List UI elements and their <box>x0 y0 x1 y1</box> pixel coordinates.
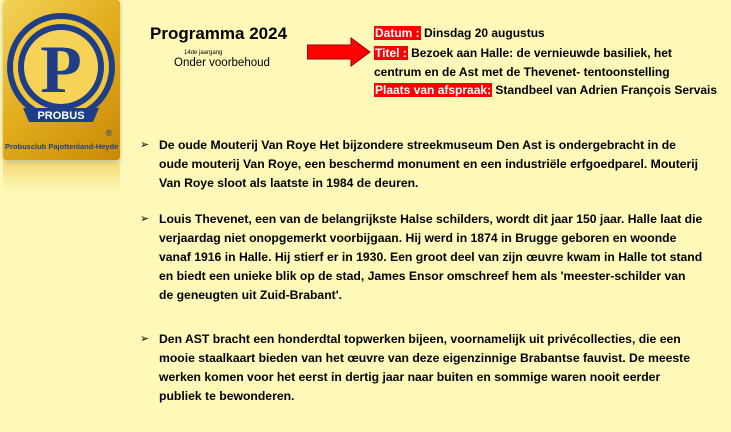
bullet-line: vanaf 1916 in Halle. Hij stierf er in 1930. Een groot deel van zijn œuvre kwam in Halle tot stand <box>159 250 703 264</box>
logo-banner: PROBUS <box>37 110 85 122</box>
info-row-title <box>374 45 672 62</box>
info-row-place <box>374 82 717 99</box>
edition-label: 14de jaargang <box>184 50 223 56</box>
bullet-line: Den AST bracht een honderdtal topwerken bijeen, voornamelijk uit privécollecties, die een <box>159 332 681 346</box>
bullet-arrow-icon: ➢ <box>140 213 150 225</box>
bullet-line: werken komen voor het eerst in dertig jaar naar buiten en sommige waren nooit eerder <box>159 370 661 384</box>
bullet-item-thevenet <box>140 210 702 305</box>
bullet-line: de geneugten uit Zuid-Brabant'. <box>159 288 342 302</box>
info-row-title-cont <box>374 64 670 81</box>
page-title: Programma 2024 <box>150 24 288 43</box>
bullet-item-mouterij <box>140 136 698 193</box>
logo-caption: Probusclub Pajottenland-Heyde <box>5 142 119 151</box>
info-value-title-cont: centrum en de Ast met de Thevenet- tentoonstelling <box>374 65 670 79</box>
bullet-line: verjaardag niet onopgemerkt voorbijgaan. Hij werd in 1874 in Brugge geboren en woonde <box>159 231 677 245</box>
subtitle-note: Onder voorbehoud <box>174 57 270 69</box>
info-label-place: Plaats van afspraak: <box>375 83 492 97</box>
logo-card <box>3 0 120 160</box>
bullet-arrow-icon: ➢ <box>140 333 150 345</box>
info-label-date: Datum : <box>375 26 420 40</box>
probus-emblem-icon <box>3 0 120 160</box>
info-value-title: Bezoek aan Halle: de vernieuwde basiliek, het <box>411 46 672 60</box>
bullet-arrow-icon: ➢ <box>140 139 150 151</box>
logo-letter: P <box>40 31 82 107</box>
bullet-line: Van Roye sloot als laatste in 1984 de deuren. <box>159 176 419 190</box>
bullet-line: en biedt een unieke blik op de stad, James Ensor omschreef hem als 'meester-schilder van <box>159 269 686 283</box>
bullet-item-den-ast <box>140 330 690 406</box>
bullet-line: oude mouterij Van Roye, een beschermd monument en een industriële erfgoedparel. Mouterij <box>159 157 699 171</box>
info-value-place: Standbeel van Adrien François Servais <box>495 83 718 97</box>
bullet-line: De oude Mouterij Van Roye Het bijzondere streekmuseum Den Ast is ondergebracht in de <box>159 138 676 152</box>
probus-logo <box>3 0 120 190</box>
bullet-line: mooie staalkaart bieden van het œuvre van deze eigenzinnige Brabantse fauvist. De meeste <box>159 351 691 365</box>
bullet-line: Louis Thevenet, een van de belangrijkste Halse schilders, wordt dit jaar 150 jaar. Halle laat die <box>159 212 703 226</box>
info-value-date: Dinsdag 20 augustus <box>424 26 545 40</box>
info-row-date <box>374 25 545 42</box>
info-label-title: Titel : <box>375 46 407 60</box>
logo-reflection <box>3 162 120 192</box>
red-arrow-icon <box>307 37 371 67</box>
registered-mark: ® <box>105 128 113 138</box>
bullet-line: publiek te bewonderen. <box>159 389 295 403</box>
